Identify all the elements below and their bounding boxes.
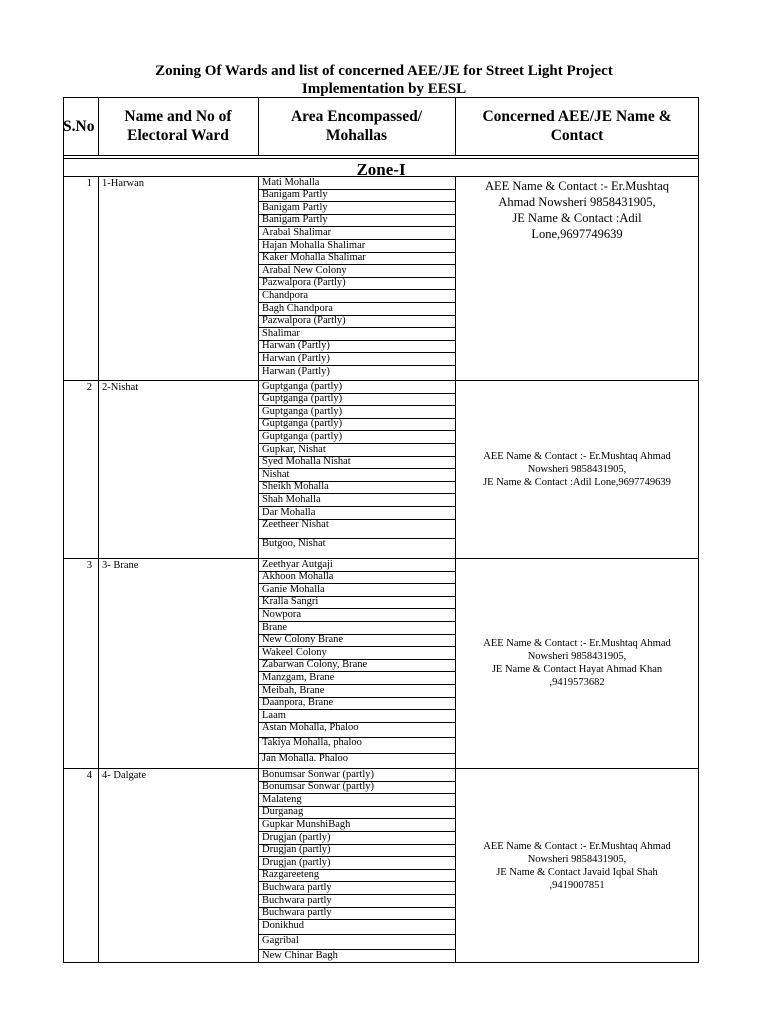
zone-label: Zone-I (356, 160, 406, 176)
aee-contact-line: AEE Name & Contact :- Er.Mushtaq Ahmad (483, 840, 671, 852)
area-item: Harwan (Partly) (262, 352, 330, 364)
area-item: Zeetheer Nishat (262, 519, 329, 531)
aee-contact-line: Lone,9697749639 (531, 227, 623, 241)
column-divider (455, 176, 456, 380)
table-border-left (63, 97, 64, 963)
column-divider (455, 768, 456, 963)
ward-name: 3- Brane (102, 560, 139, 571)
aee-contact (457, 380, 697, 558)
aee-contact-line: JE Name & Contact Hayat Ahmad Khan (491, 664, 663, 675)
area-item: Gupkar, Nishat (262, 443, 326, 455)
area-item: Nowpora (262, 608, 302, 620)
header-sno: S.No (63, 117, 95, 135)
column-divider (455, 380, 456, 558)
header-divider (258, 97, 259, 155)
area-item: New Colony Brane (262, 634, 344, 646)
area-item: Manzgam, Brane (262, 671, 335, 683)
area-item: Banigam Partly (262, 189, 328, 201)
header-aee: Concerned AEE/JE Name & Contact (482, 108, 672, 144)
area-item: Pazwalpora (Partly) (262, 315, 346, 327)
aee-contact-line: JE Name & Contact :Adil (512, 211, 642, 225)
aee-contact-line: AEE Name & Contact :- Er.Mushtaq Ahmad (483, 638, 671, 649)
area-item: Brane (262, 621, 288, 633)
header-divider (98, 97, 99, 155)
area-item: Gagribal (262, 934, 299, 946)
ward-serial-number: 3 (86, 560, 92, 571)
area-item: Buchwara partly (262, 907, 332, 919)
area-item: Durganag (262, 806, 304, 818)
aee-contact (457, 768, 697, 963)
area-item: Wakeel Colony (262, 646, 327, 658)
area-item: Pazwalpora (Partly) (262, 277, 346, 289)
area-item: Buchwara partly (262, 881, 332, 893)
area-item: Guptganga (partly) (262, 430, 343, 442)
area-item: Dar Mohalla (262, 506, 316, 518)
area-item: Malateng (262, 793, 302, 805)
area-item: Akhoon Mohalla (262, 571, 334, 583)
document-title-line1: Zoning Of Wards and list of concerned AEE/JE for Street Light Project (155, 63, 613, 79)
area-item: Nishat (262, 468, 290, 480)
header-area: Area Encompassed/ Mohallas (290, 108, 423, 144)
header-bottom-line (63, 155, 699, 156)
area-item: Drugjan (partly) (262, 831, 331, 843)
aee-contact (457, 558, 697, 768)
area-item: Meibah, Brane (262, 684, 325, 696)
area-item: Bonumsar Sonwar (partly) (262, 768, 374, 780)
ward-table (63, 97, 699, 963)
area-item: Butgoo, Nishat (262, 538, 326, 550)
area-item: Daanpora, Brane (262, 697, 334, 709)
ward-serial-number: 1 (86, 178, 92, 189)
area-item: Donikhud (262, 919, 304, 931)
area-item: Bagh Chandpora (262, 302, 333, 314)
area-item: Gupkar MunshiBagh (262, 818, 351, 830)
area-item: Banigam Partly (262, 201, 328, 213)
area-item: Guptganga (partly) (262, 380, 343, 392)
ward-serial-number: 4 (86, 770, 92, 781)
aee-contact-line: Nowsheri 9858431905, (527, 463, 627, 475)
area-item: Zabarwan Colony, Brane (262, 659, 368, 671)
column-divider (98, 768, 99, 963)
column-divider (455, 558, 456, 768)
area-item: Hajan Mohalla Shalimar (262, 239, 366, 251)
area-item: Ganie Mohalla (262, 583, 325, 595)
aee-contact-line: AEE Name & Contact :- Er.Mushtaq Ahmad (483, 450, 671, 462)
area-item: Mati Mohalla (262, 176, 320, 188)
aee-contact (457, 178, 697, 248)
area-item: Drugjan (partly) (262, 844, 331, 856)
area-item: Guptganga (partly) (262, 405, 343, 417)
column-divider (98, 558, 99, 768)
area-item: Arabal Shalimar (262, 226, 332, 238)
aee-contact-line: Nowsheri 9858431905, (527, 651, 627, 662)
area-item: Chandpora (262, 289, 309, 301)
aee-contact-line: JE Name & Contact Javaid Iqbal Shah (496, 866, 658, 878)
ward-name: 1-Harwan (102, 178, 144, 189)
area-item: Drugjan (partly) (262, 856, 331, 868)
header-ward: Name and No of Electoral Ward (124, 108, 232, 144)
area-item: Syed Mohalla Nishat (262, 456, 351, 468)
area-item: Shalimar (262, 327, 300, 339)
column-divider (258, 176, 259, 380)
aee-contact-line: Nowsheri 9858431905, (527, 853, 627, 865)
area-item: Takiya Mohalla, phaloo (262, 737, 362, 749)
area-item: Kralla Sangri (262, 596, 319, 608)
area-item: Bonumsar Sonwar (partly) (262, 781, 374, 793)
area-item: Sheikh Mohalla (262, 481, 329, 493)
ward-name: 4- Dalgate (102, 770, 147, 781)
area-item: New Chinar Bagh (262, 949, 338, 961)
aee-contact-line: Ahmad Nowsheri 9858431905, (498, 195, 656, 209)
area-item: Kaker Mohalla Shalimar (262, 252, 366, 264)
area-item: Harwan (Partly) (262, 340, 330, 352)
area-item: Razgareeteng (262, 869, 320, 881)
ward-serial-number: 2 (86, 382, 92, 393)
aee-contact-line: AEE Name & Contact :- Er.Mushtaq (485, 179, 669, 193)
area-item: Banigam Partly (262, 214, 328, 226)
column-divider (98, 380, 99, 558)
area-item: Guptganga (partly) (262, 393, 343, 405)
area-item: Jan Mohalla. Phaloo (262, 753, 349, 765)
area-item: Harwan (Partly) (262, 365, 330, 377)
header-divider (455, 97, 456, 155)
area-item: Laam (262, 709, 286, 721)
area-item: Arabal New Colony (262, 264, 347, 276)
document-title-line2: Implementation by EESL (301, 81, 467, 97)
area-item: Guptganga (partly) (262, 418, 343, 430)
aee-contact-line: ,9419573682 (549, 677, 605, 688)
area-item: Buchwara partly (262, 894, 332, 906)
aee-contact-line: JE Name & Contact :Adil Lone,9697749639 (483, 476, 671, 488)
area-item: Zeethyar Autgaji (262, 558, 333, 570)
area-item: Astan Mohalla, Phaloo (262, 722, 359, 734)
area-item: Shah Mohalla (262, 493, 321, 505)
aee-contact-line: ,9419007851 (549, 879, 605, 891)
ward-name: 2-Nishat (102, 382, 139, 393)
column-divider (98, 176, 99, 380)
table-border-right (698, 97, 699, 963)
